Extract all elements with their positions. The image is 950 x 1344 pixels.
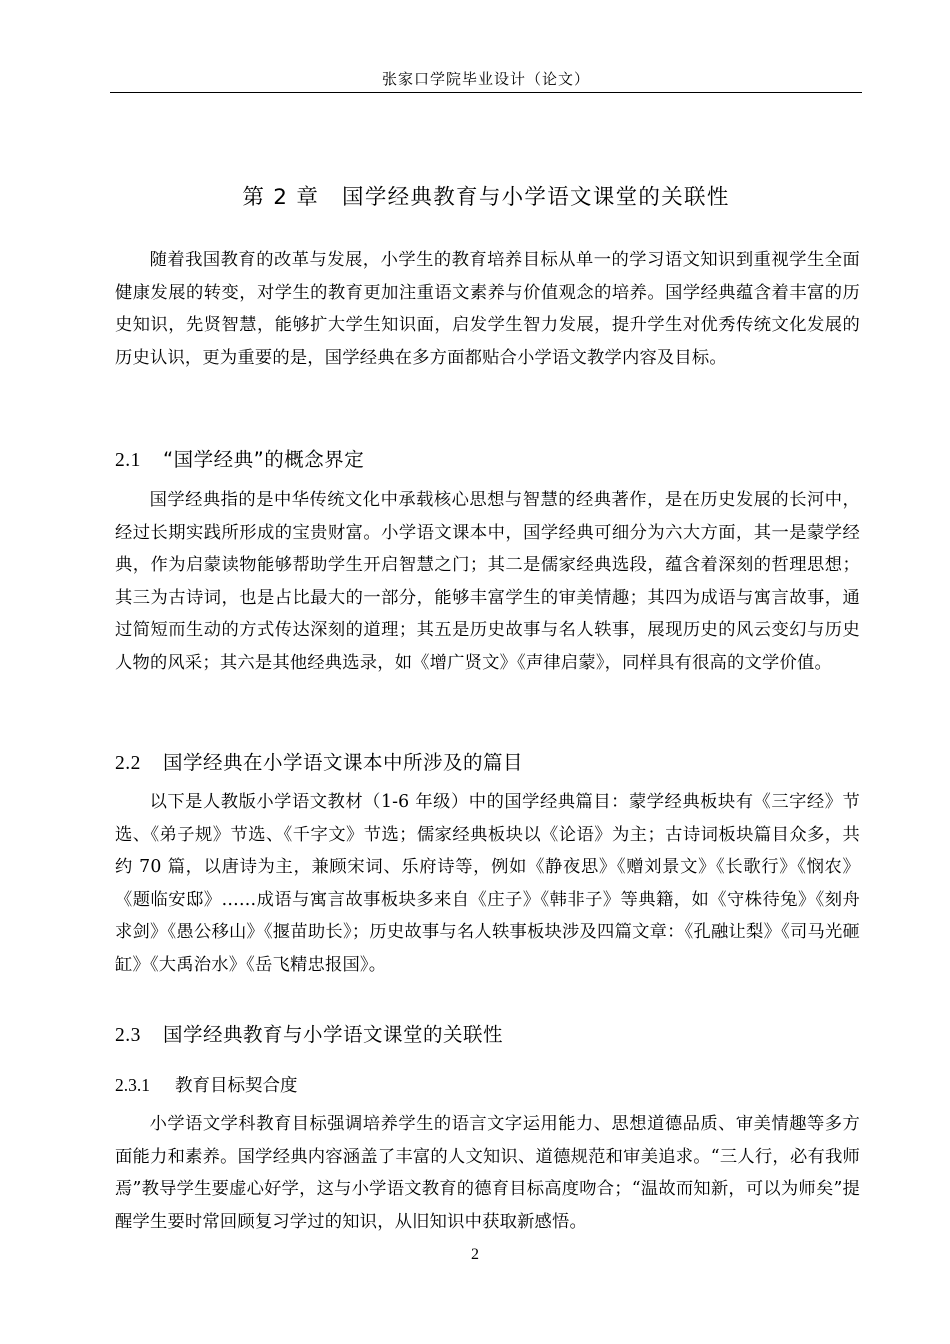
section-2-1-paragraph: 国学经典指的是中华传统文化中承载核心思想与智慧的经典著作，是在历史发展的长河中，经过长期实践所形成的宝贵财富。小学语文课本中，国学经典可细分为六大方面，其一是蒙学经典，作为启蒙读物能够帮助学生开启智慧之门；其二是儒家经典选段，蕴含着深刻的哲理思想；其三为古诗词，也是占比最大的一部分，能够丰富学生的审美情趣；其四为成语与寓言故事，通过简短而生动的方式传达深刻的道理；其五是历史故事与名人轶事，展现历史的风云变幻与历史人物的风采；其六是其他经典选录，如《增广贤文》《声律启蒙》，同样具有很高的文学价值。 bbox=[115, 490, 860, 673]
section-number: 2.2 bbox=[115, 753, 141, 774]
section-number: 2.3 bbox=[115, 1025, 141, 1046]
section-title: “国学经典”的概念界定 bbox=[163, 448, 365, 471]
section-heading-2-2 bbox=[115, 747, 523, 775]
subsection-title: 教育目标契合度 bbox=[175, 1076, 298, 1096]
chapter-title: 第 2 章 国学经典教育与小学语文课堂的关联性 bbox=[242, 185, 730, 210]
section-number: 2.1 bbox=[115, 450, 141, 471]
header-rule bbox=[110, 92, 862, 93]
subsection-heading-2-3-1 bbox=[115, 1072, 298, 1097]
page-number: 2 bbox=[471, 1246, 479, 1263]
section-heading-2-3 bbox=[115, 1019, 503, 1047]
subsection-number: 2.3.1 bbox=[115, 1075, 150, 1095]
section-title: 国学经典在小学语文课本中所涉及的篇目 bbox=[163, 751, 524, 774]
section-2-2-paragraph: 以下是人教版小学语文教材（1-6 年级）中的国学经典篇目：蒙学经典板块有《三字经》节选、《弟子规》节选、《千字文》节选；儒家经典板块以《论语》为主；古诗词板块篇目众多，共约 70 篇，以唐诗为主，兼顾宋词、乐府诗等，例如《静夜思》《赠刘景文》《长歌行》《悯农》《题临安邸》……成语与寓言故事板块多来自《庄子》《韩非子》等典籍，如《守株待兔》《刻舟求剑》《愚公移山》《揠苗助长》；历史故事与名人轶事板块涉及四篇文章：《孔融让梨》《司马光砸缸》《大禹治水》《岳飞精忠报国》。 bbox=[115, 792, 860, 975]
section-heading-2-1 bbox=[115, 444, 364, 472]
intro-paragraph: 随着我国教育的改革与发展，小学生的教育培养目标从单一的学习语文知识到重视学生全面健康发展的转变，对学生的教育更加注重语文素养与价值观念的培养。国学经典蕴含着丰富的历史知识，先贤智慧，能够扩大学生知识面，启发学生智力发展，提升学生对优秀传统文化发展的历史认识，更为重要的是，国学经典在多方面都贴合小学语文教学内容及目标。 bbox=[115, 250, 860, 368]
running-header: 张家口学院毕业设计（论文） bbox=[381, 70, 590, 88]
subsection-2-3-1-paragraph: 小学语文学科教育目标强调培养学生的语言文字运用能力、思想道德品质、审美情趣等多方面能力和素养。国学经典内容涵盖了丰富的人文知识、道德规范和审美追求。“三人行，必有我师焉”教导学生要虚心好学，这与小学语文教育的德育目标高度吻合；“温故而知新，可以为师矣”提醒学生要时常回顾复习学过的知识，从旧知识中获取新感悟。 bbox=[115, 1114, 860, 1232]
section-title: 国学经典教育与小学语文课堂的关联性 bbox=[163, 1023, 504, 1046]
